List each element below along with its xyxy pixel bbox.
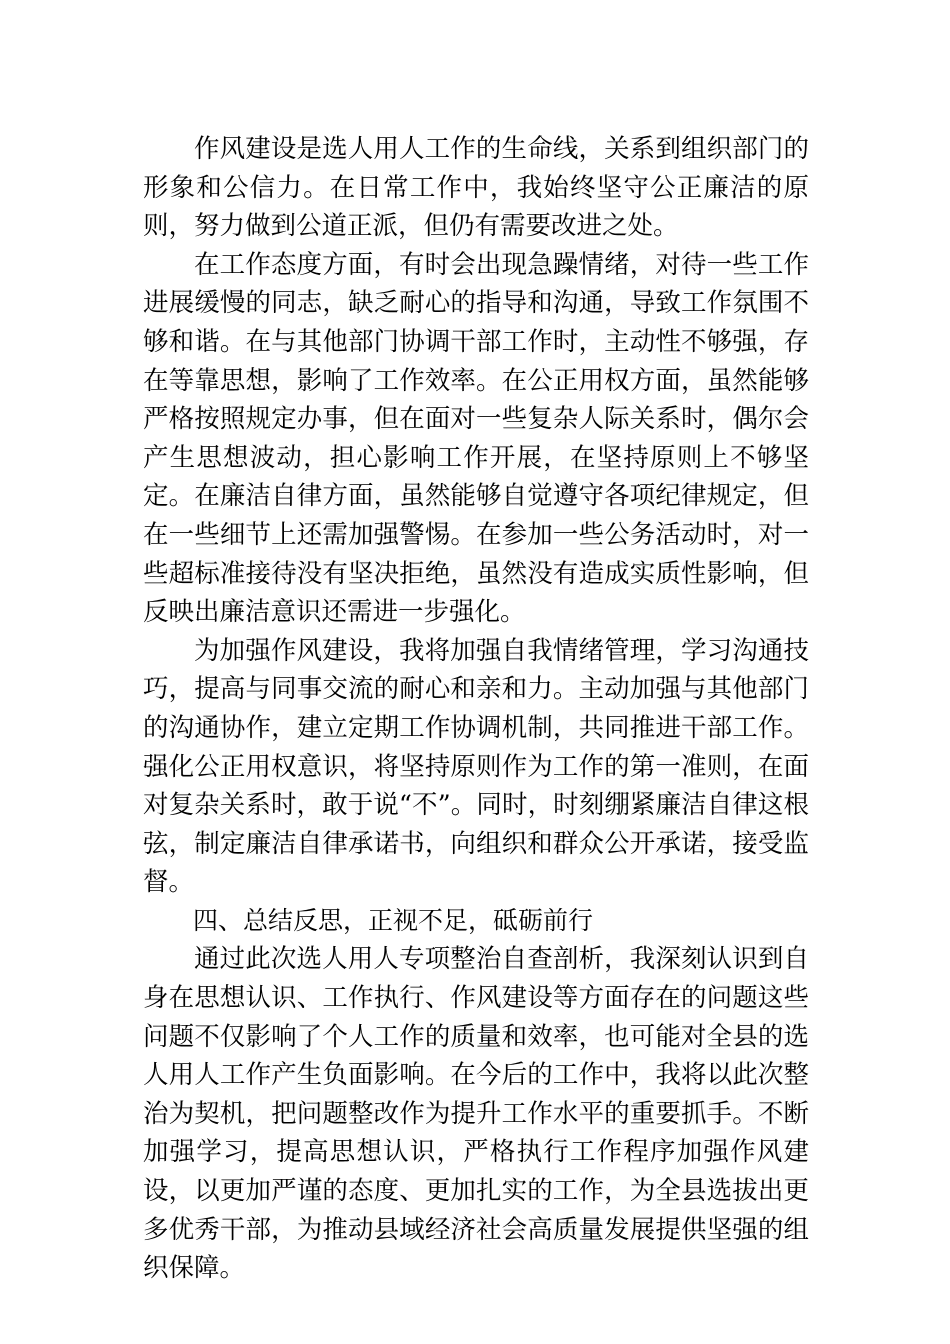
paragraph-improvement-measures: 为加强作风建设，我将加强自我情绪管理，学习沟通技巧，提高与同事交流的耐心和亲和力。主动加强与其他部门的沟通协作，建立定期工作协调机制，共同推进干部工作。强化公正用权意识，将坚持原则作为工作的第一准则，在面对复杂关系时，敢于说“不”。同时，时刻绷紧廉洁自律这根弦，制定廉洁自律承诺书，向组织和群众公开承诺，接受监督。 <box>143 635 809 898</box>
paragraph-conclusion: 通过此次选人用人专项整治自查剖析，我深刻认识到自身在思想认识、工作执行、作风建设等方面存在的问题这些问题不仅影响了个人工作的质量和效率，也可能对全县的选人用人工作产生负面影响。在今后的工作中，我将以此次整治为契机，把问题整改作为提升工作水平的重要抓手。不断加强学习，提高思想认识，严格执行工作程序加强作风建设，以更加严谨的态度、更加扎实的工作，为全县选拔出更多优秀干部，为推动县域经济社会高质量发展提供坚强的组织保障。 <box>143 944 809 1284</box>
paragraph-shortcomings: 在工作态度方面，有时会出现急躁情绪，对待一些工作进展缓慢的同志，缺乏耐心的指导和沟通，导致工作氛围不够和谐。在与其他部门协调干部工作时，主动性不够强，存在等靠思想，影响了工作效率。在公正用权方面，虽然能够严格按照规定办事，但在面对一些复杂人际关系时，偶尔会产生思想波动，担心影响工作开展，在坚持原则上不够坚定。在廉洁自律方面，虽然能够自觉遵守各项纪律规定，但在一些细节上还需加强警惕。在参加一些公务活动时，对一些超标准接待没有坚决拒绝，虽然没有造成实质性影响，但反映出廉洁意识还需进一步强化。 <box>143 249 809 628</box>
section-heading: 四、总结反思，正视不足，砥砺前行 <box>193 905 594 935</box>
paragraph-work-style-intro: 作风建设是选人用人工作的生命线，关系到组织部门的形象和公信力。在日常工作中，我始终坚守公正廉洁的原则，努力做到公道正派，但仍有需要改进之处。 <box>143 134 809 242</box>
document-body <box>143 130 809 1288</box>
